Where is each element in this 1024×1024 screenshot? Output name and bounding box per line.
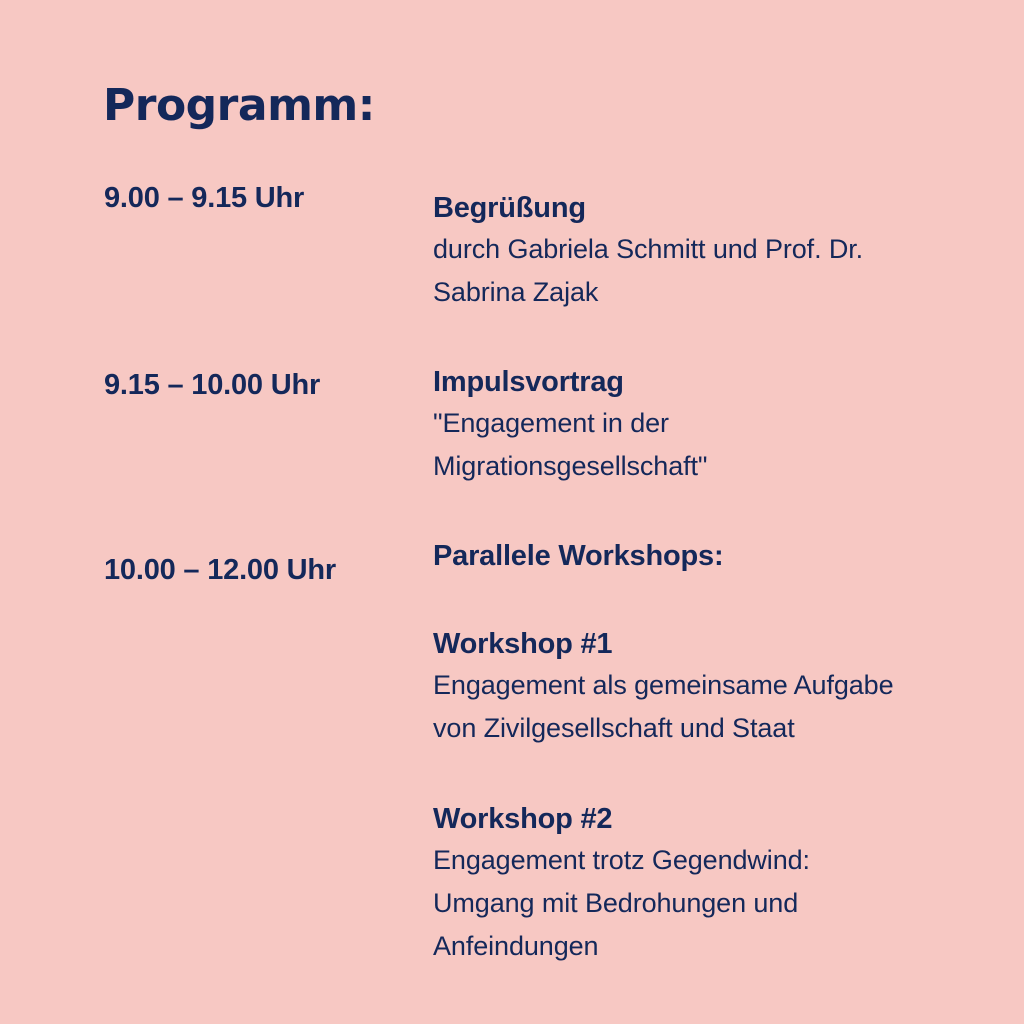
session-description (433, 228, 993, 314)
session-time: 9.00 – 9.15 Uhr (104, 182, 305, 214)
session-heading: Impulsvortrag (433, 366, 624, 398)
workshop-description (433, 839, 993, 968)
session-time: 9.15 – 10.00 Uhr (104, 369, 321, 401)
workshop-description-line: von Zivilgesellschaft und Staat (433, 713, 795, 743)
workshop-description-line: Engagement als gemeinsame Aufgabe (433, 670, 894, 700)
workshop-block (433, 624, 993, 750)
session-heading: Begrüßung (433, 192, 586, 224)
session-description-line: Migrationsgesellschaft" (433, 451, 708, 481)
session-block (433, 188, 993, 314)
workshop-block (433, 799, 993, 968)
session-description-line: Sabrina Zajak (433, 277, 599, 307)
workshop-heading: Workshop #1 (433, 628, 613, 660)
session-heading: Parallele Workshops: (433, 540, 724, 572)
session-time: 10.00 – 12.00 Uhr (104, 554, 336, 586)
workshop-description (433, 664, 993, 750)
workshop-description-line: Engagement trotz Gegendwind: (433, 845, 810, 875)
session-description-line: "Engagement in der (433, 408, 669, 438)
session-block (433, 536, 993, 576)
workshop-description-line: Umgang mit Bedrohungen und (433, 888, 799, 918)
page-title: Programm: (103, 80, 375, 131)
session-block (433, 362, 993, 488)
workshop-heading: Workshop #2 (433, 803, 613, 835)
session-description (433, 402, 993, 488)
workshop-description-line: Anfeindungen (433, 931, 599, 961)
session-description-line: durch Gabriela Schmitt und Prof. Dr. (433, 234, 864, 264)
